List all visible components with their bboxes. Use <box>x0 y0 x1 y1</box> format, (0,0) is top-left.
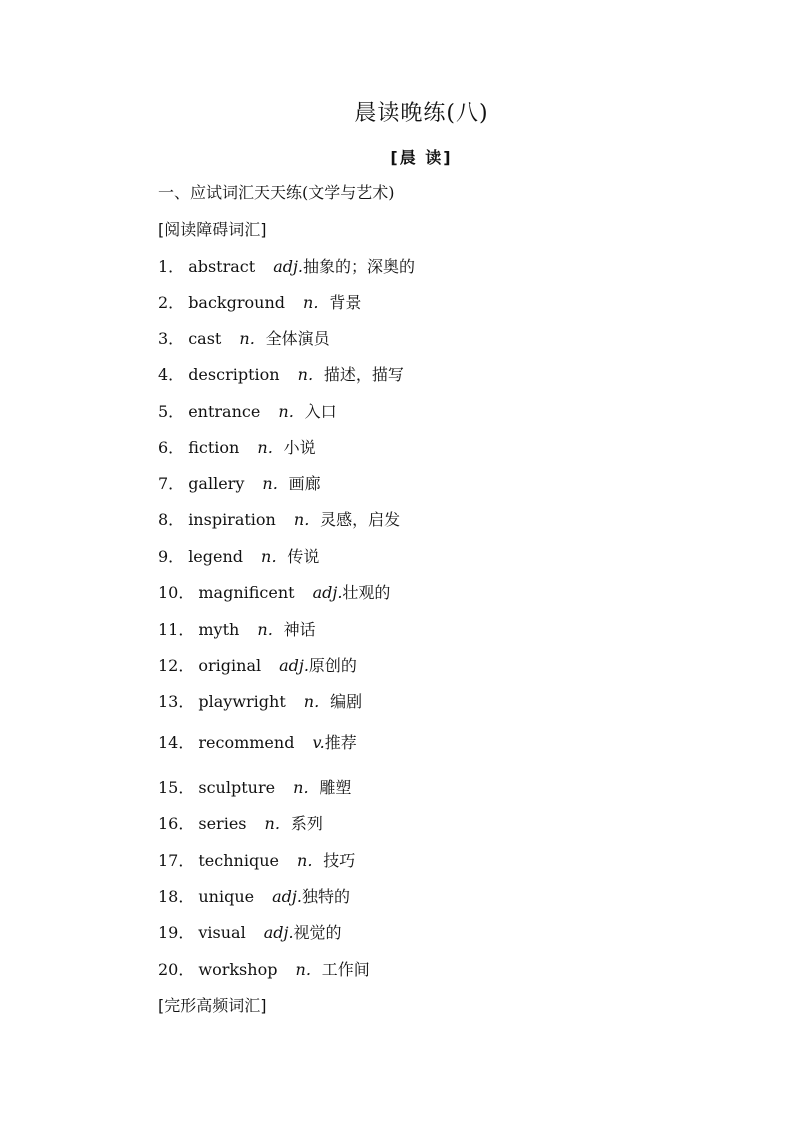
vocab-part-of-speech: adj. <box>263 923 294 942</box>
vocab-meaning: 灵感，启发 <box>320 510 401 529</box>
vocab-part-of-speech: n． <box>296 851 324 870</box>
vocab-word: cast <box>188 329 222 348</box>
vocab-number: 10． <box>158 583 195 602</box>
vocab-meaning: 编剧 <box>330 692 363 711</box>
vocab-number: 7． <box>158 474 185 493</box>
vocab-number: 6． <box>158 438 185 457</box>
vocab-item <box>158 775 351 798</box>
vocab-meaning: 神话 <box>283 620 316 639</box>
vocab-item <box>158 326 330 349</box>
vocab-number: 11． <box>158 620 195 639</box>
vocab-meaning: 工作间 <box>321 960 370 979</box>
vocab-part-of-speech: adj. <box>273 257 304 276</box>
vocab-meaning: 雕塑 <box>319 778 352 797</box>
vocab-word: unique <box>198 887 255 906</box>
vocab-word: abstract <box>188 257 256 276</box>
vocab-word: visual <box>198 923 246 942</box>
vocab-number: 16． <box>158 814 195 833</box>
vocab-word: gallery <box>188 474 245 493</box>
vocab-number: 4． <box>158 365 185 384</box>
vocab-meaning: 传说 <box>287 547 320 566</box>
vocab-word: entrance <box>188 402 261 421</box>
vocab-meaning: 小说 <box>283 438 316 457</box>
vocab-item <box>158 884 350 907</box>
vocab-item <box>158 544 319 567</box>
vocab-meaning: 描述，描写 <box>323 365 404 384</box>
vocab-word: recommend <box>198 733 295 752</box>
vocab-word: original <box>198 656 262 675</box>
vocab-number: 1． <box>158 257 185 276</box>
vocab-part-of-speech: n． <box>257 620 284 639</box>
vocab-item <box>158 399 337 422</box>
vocab-number: 19． <box>158 923 195 942</box>
vocab-item <box>158 689 362 712</box>
vocab-item <box>158 957 370 980</box>
vocab-item <box>158 580 390 603</box>
vocab-word: description <box>188 365 280 384</box>
vocab-item <box>158 920 342 943</box>
vocab-number: 17． <box>158 851 195 870</box>
vocab-meaning: 视觉的 <box>293 923 342 942</box>
vocab-part-of-speech: adj. <box>312 583 343 602</box>
vocab-item <box>158 848 355 871</box>
vocab-number: 13． <box>158 692 195 711</box>
vocab-number: 20． <box>158 960 195 979</box>
vocab-part-of-speech: adj. <box>272 887 302 906</box>
group-label-reading: [阅读障碍词汇] <box>158 220 267 239</box>
vocab-meaning: 推荐 <box>324 733 357 752</box>
vocab-part-of-speech: n． <box>261 547 288 566</box>
vocab-part-of-speech: n． <box>303 692 331 711</box>
vocab-number: 9． <box>158 547 185 566</box>
vocab-meaning: 全体演员 <box>265 329 330 348</box>
vocab-item <box>158 254 415 277</box>
vocab-meaning: 原创的 <box>308 656 357 675</box>
vocab-meaning: 技巧 <box>323 851 356 870</box>
vocab-word: legend <box>188 547 244 566</box>
vocab-word: magnificent <box>198 583 295 602</box>
vocab-word: sculpture <box>198 778 276 797</box>
vocab-word: myth <box>198 620 240 639</box>
vocab-meaning: 入口 <box>304 402 337 421</box>
vocab-item <box>158 471 321 494</box>
vocab-part-of-speech: n． <box>297 365 324 384</box>
vocab-part-of-speech: n． <box>264 814 291 833</box>
vocab-word: inspiration <box>188 510 276 529</box>
vocab-part-of-speech: n． <box>293 778 320 797</box>
vocab-item <box>158 290 361 313</box>
vocab-meaning: 背景 <box>329 293 362 312</box>
page-title: 晨读晚练(八) <box>354 101 489 126</box>
vocab-item <box>158 435 316 458</box>
vocab-word: playwright <box>198 692 286 711</box>
section-subtitle: [晨 读] <box>390 148 453 167</box>
vocab-item <box>158 653 357 676</box>
group-label-cloze: [完形高频词汇] <box>158 996 267 1015</box>
vocab-meaning: 画廊 <box>288 474 321 493</box>
vocab-part-of-speech: adj. <box>279 656 309 675</box>
vocab-meaning: 抽象的；深奥的 <box>303 257 416 276</box>
vocab-item <box>158 507 400 530</box>
vocab-meaning: 系列 <box>290 814 323 833</box>
vocab-word: technique <box>198 851 279 870</box>
vocab-number: 12． <box>158 656 195 675</box>
vocab-part-of-speech: n． <box>239 329 266 348</box>
vocab-part-of-speech: n． <box>295 960 322 979</box>
vocab-item <box>158 730 357 753</box>
vocab-item <box>158 617 316 640</box>
vocab-part-of-speech: n． <box>262 474 289 493</box>
vocab-part-of-speech: n． <box>303 293 330 312</box>
vocab-number: 18． <box>158 887 195 906</box>
section-heading: 一、应试词汇天天练(文学与艺术) <box>158 183 395 202</box>
vocab-number: 14． <box>158 733 195 752</box>
vocab-meaning: 壮观的 <box>342 583 391 602</box>
vocab-word: fiction <box>188 438 240 457</box>
vocab-number: 15． <box>158 778 195 797</box>
vocab-number: 3． <box>158 329 185 348</box>
vocab-meaning: 独特的 <box>301 887 350 906</box>
vocab-number: 5． <box>158 402 185 421</box>
vocab-number: 8． <box>158 510 185 529</box>
vocab-part-of-speech: n． <box>278 402 305 421</box>
vocab-part-of-speech: n． <box>293 510 321 529</box>
vocab-word: workshop <box>198 960 278 979</box>
vocab-part-of-speech: v. <box>312 733 325 752</box>
vocab-word: background <box>188 293 285 312</box>
vocab-item <box>158 362 404 385</box>
vocab-item <box>158 811 323 834</box>
vocab-word: series <box>198 814 247 833</box>
vocab-number: 2． <box>158 293 185 312</box>
vocab-part-of-speech: n． <box>257 438 284 457</box>
